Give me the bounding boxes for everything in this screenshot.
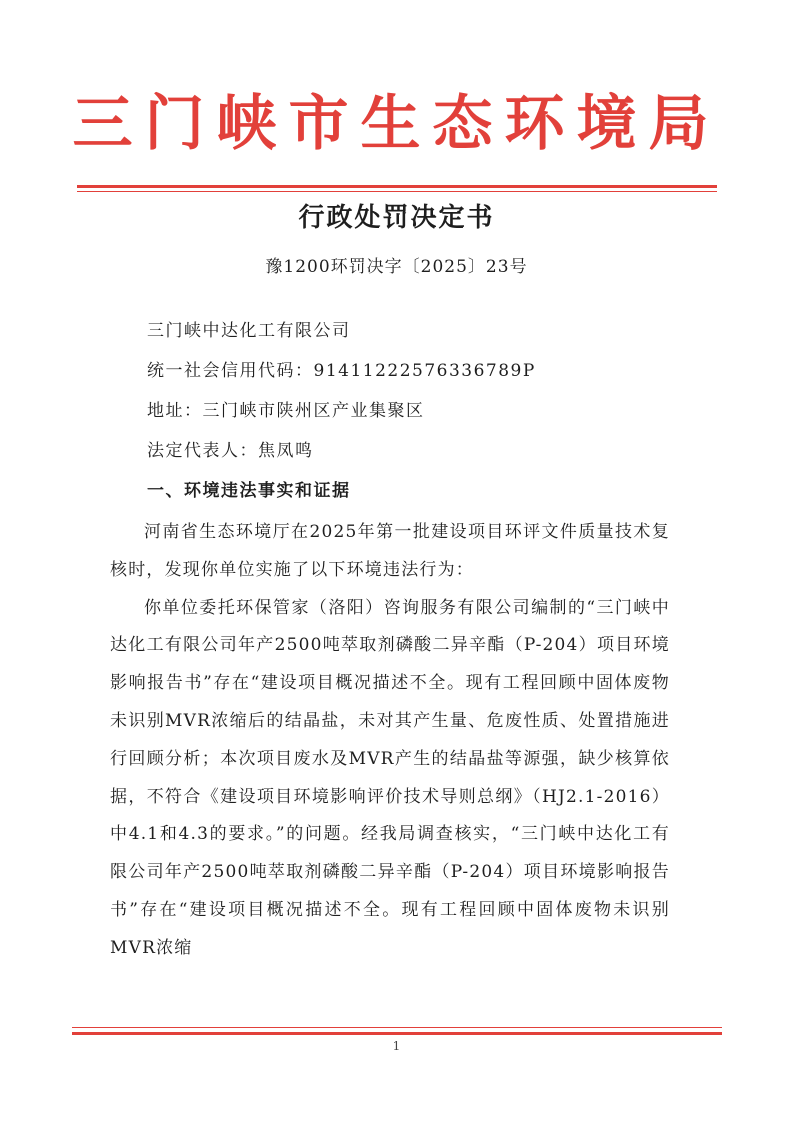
page-number: 1 bbox=[392, 1039, 401, 1053]
party-address: 地址：三门峡市陕州区产业集聚区 bbox=[147, 401, 425, 421]
document-number: 豫1200环罚决字〔2025〕23号 bbox=[265, 257, 528, 277]
section-heading: 一、环境违法事实和证据 bbox=[147, 481, 351, 501]
document-title: 行政处罚决定书 bbox=[298, 203, 495, 233]
agency-letterhead: 三门峡市生态环境局 bbox=[72, 89, 721, 159]
letterhead-rule-thick bbox=[77, 185, 717, 188]
paragraph: 河南省生态环境厅在2025年第一批建设项目环评文件质量技术复核时，发现你单位实施了以下环境违法行为： bbox=[110, 522, 670, 580]
party-representative: 法定代表人：焦凤鸣 bbox=[147, 441, 314, 461]
section-body bbox=[110, 514, 670, 968]
paragraph: 你单位委托环保管家（洛阳）咨询服务有限公司编制的“三门峡中达化工有限公司年产2500吨萃取剂磷酸二异辛酯（P-204）项目环境影响报告书”存在“建设项目概况描述不全。现有工程回顾中固体废物未识别MVR浓缩后的结晶盐，未对其产生量、危废性质、处置措施进行回顾分析；本次项目废水及MVR产生的结晶盐等源强，缺少核算依据，不符合《建设项目环境影响评价技术导则总纲》（HJ2.1-2016）中4.1和4.3的要求。”的问题。经我局调查核实，“三门峡中达化工有限公司年产2500吨萃取剂磷酸二异辛酯（P-204）项目环境影响报告书”存在“建设项目概况描述不全。现有工程回顾中固体废物未识别MVR浓缩 bbox=[110, 597, 670, 958]
footer-rule-thick bbox=[72, 1032, 722, 1035]
letterhead-rule-thin bbox=[77, 191, 717, 192]
party-credit-code: 统一社会信用代码：91411222576336789P bbox=[147, 361, 536, 381]
party-company: 三门峡中达化工有限公司 bbox=[147, 321, 351, 341]
footer-rule-thin bbox=[72, 1027, 722, 1028]
